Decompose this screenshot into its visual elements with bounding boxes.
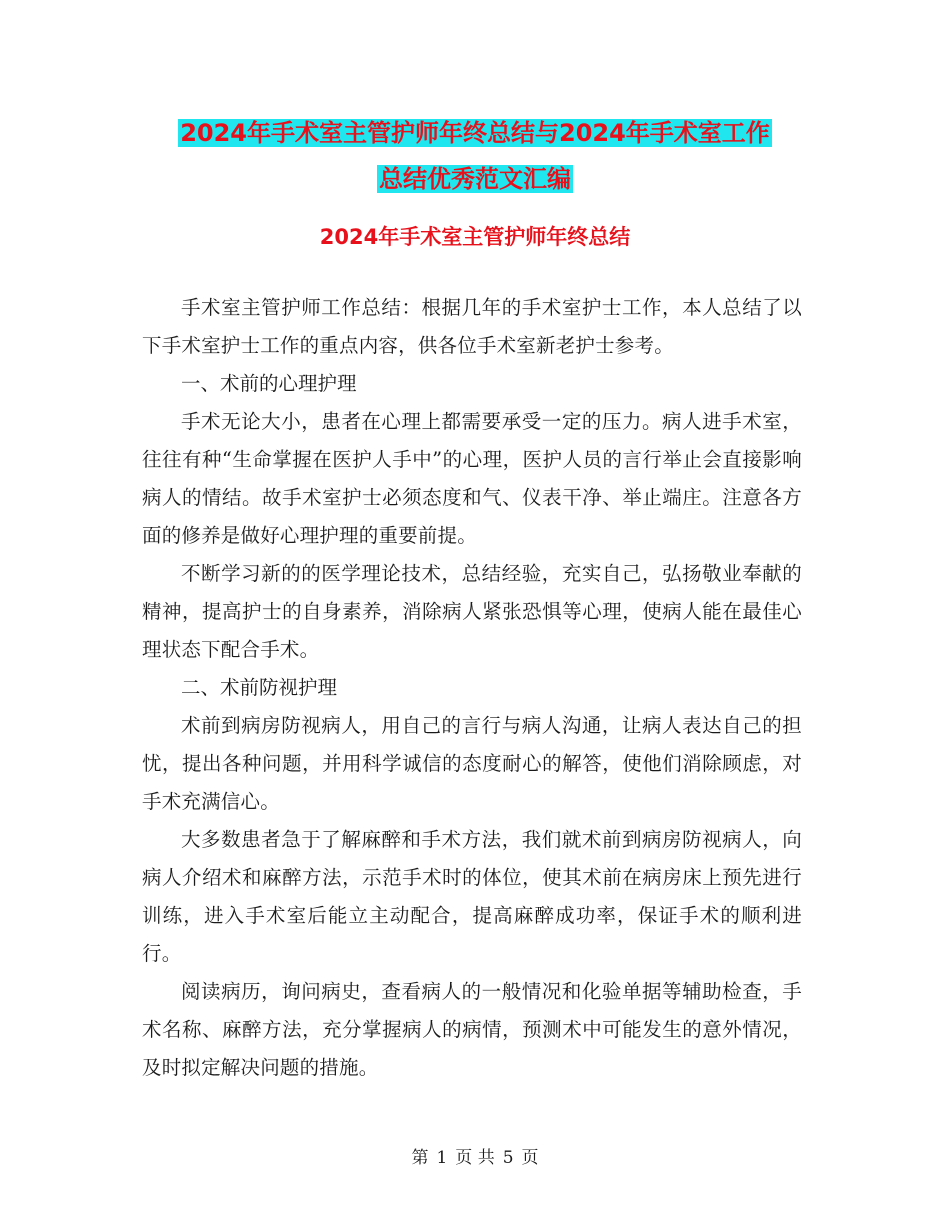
document-body xyxy=(142,289,802,1087)
document-title-line2: 总结优秀范文汇编 xyxy=(379,165,571,193)
heading-preop-visit: 二、术前防视护理 xyxy=(181,676,338,699)
footer-total-pages: 5 xyxy=(502,1148,514,1168)
page-footer xyxy=(0,1146,950,1170)
paragraph-intro: 手术室主管护师工作总结：根据几年的手术室护士工作，本人总结了以下手术室护士工作的重点内容，供各位手术室新老护士参考。 xyxy=(142,296,802,357)
footer-page-number: 1 xyxy=(436,1148,448,1168)
document-title xyxy=(140,110,810,202)
footer-prefix: 第 xyxy=(411,1148,429,1168)
footer-middle: 页 共 xyxy=(455,1148,495,1168)
paragraph-psych-1: 手术无论大小，患者在心理上都需要承受一定的压力。病人进手术室，往往有种“生命掌握在医护人手中”的心理，医护人员的言行举止会直接影响病人的情结。故手术室护士必须态度和气、仪表干净、举止端庄。注意各方面的修养是做好心理护理的重要前提。 xyxy=(142,410,802,547)
heading-preop-psych: 一、术前的心理护理 xyxy=(181,372,357,395)
paragraph-visit-3: 阅读病历，询问病史，查看病人的一般情况和化验单据等辅助检查，手术名称、麻醉方法，充分掌握病人的病情，预测术中可能发生的意外情况，及时拟定解决问题的措施。 xyxy=(142,980,802,1079)
paragraph-visit-1: 术前到病房防视病人，用自己的言行与病人沟通，让病人表达自己的担忧，提出各种问题，并用科学诚信的态度耐心的解答，使他们消除顾虑，对手术充满信心。 xyxy=(142,714,802,813)
paragraph-psych-2: 不断学习新的的医学理论技术，总结经验，充实自己，弘扬敬业奉献的精神，提高护士的自身素养，消除病人紧张恐惧等心理，使病人能在最佳心理状态下配合手术。 xyxy=(142,562,802,661)
document-title-line1: 2024年手术室主管护师年终总结与2024年手术室工作 xyxy=(180,119,770,147)
paragraph-visit-2: 大多数患者急于了解麻醉和手术方法，我们就术前到病房防视病人，向病人介绍术和麻醉方法，示范手术时的体位，使其术前在病房床上预先进行训练，进入手术室后能立主动配合，提高麻醉成功率，保证手术的顺利进行。 xyxy=(142,828,802,965)
section-title: 2024年手术室主管护师年终总结 xyxy=(319,225,631,249)
footer-suffix: 页 xyxy=(521,1148,539,1168)
